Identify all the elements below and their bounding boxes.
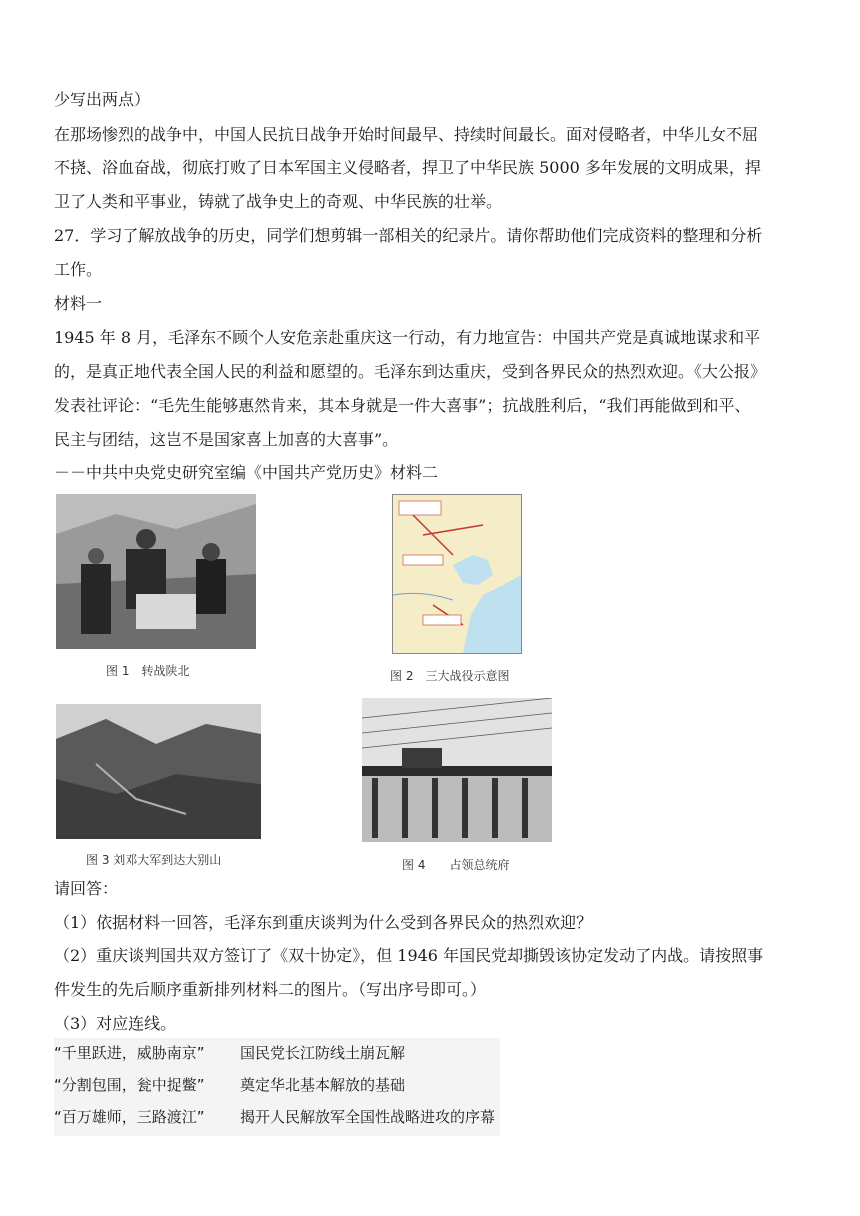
material-one-heading: 材料一: [54, 294, 103, 313]
question-2: （2）重庆谈判国共双方签订了《双十协定》，但 1946 年国民党却撕毁该协定发动了内战。请按照事: [54, 946, 764, 965]
matching-left-item: “百万雄师，三路渡江”: [54, 1108, 205, 1126]
matching-right-item: 奠定华北基本解放的基础: [240, 1076, 406, 1094]
figure-4-caption: 图 4 占领总统府: [402, 858, 510, 872]
matching-table: [54, 1038, 500, 1136]
figure-1-photo: [56, 494, 256, 649]
matching-left-item: “千里跃进，威胁南京”: [54, 1044, 205, 1062]
figure-3-caption: 图 3 刘邓大军到达大别山: [86, 853, 222, 867]
matching-right-item: 揭开人民解放军全国性战略进攻的序幕: [240, 1108, 496, 1126]
matching-row: [54, 1042, 500, 1068]
figure-3-photo: [56, 704, 261, 839]
matching-left-item: “分割包围，瓮中捉鳖”: [54, 1076, 205, 1094]
figure-4-photo: [362, 698, 552, 842]
matching-row: [54, 1074, 500, 1100]
figure-2-map: [392, 494, 522, 654]
material-one-text: 1945 年 8 月，毛泽东不顾个人安危亲赴重庆这一行动，有力地宣告：中国共产党是真诚地谋求和平: [54, 328, 761, 347]
text-line: 在那场惨烈的战争中，中国人民抗日战争开始时间最早、持续时间最长。面对侵略者，中华儿女不屈: [54, 125, 759, 144]
question-3: （3）对应连线。: [54, 1014, 177, 1033]
question-27-line: 27．学习了解放战争的历史，同学们想剪辑一部相关的纪录片。请你帮助他们完成资料的整理和分析: [54, 226, 763, 245]
figure-2-caption: 图 2 三大战役示意图: [390, 669, 510, 683]
text-line: 卫了人类和平事业，铸就了战争史上的奇观、中华民族的壮举。: [54, 192, 503, 211]
matching-right-item: 国民党长江防线土崩瓦解: [240, 1044, 406, 1062]
question-2: 件发生的先后顺序重新排列材料二的图片。（写出序号即可。）: [54, 980, 487, 999]
question-27-line: 工作。: [54, 260, 103, 279]
question-1: （1）依据材料一回答，毛泽东到重庆谈判为什么受到各界民众的热烈欢迎？: [54, 913, 593, 932]
material-one-text: 的，是真正地代表全国人民的利益和愿望的。毛泽东到达重庆，受到各界民众的热烈欢迎。《大公报》: [54, 362, 767, 381]
questions-heading: 请回答：: [54, 879, 119, 898]
text-line: 少写出两点）: [54, 90, 151, 109]
source-citation: －－中共中央党史研究室编《中国共产党历史》材料二: [54, 463, 439, 482]
text-line: 不挠、浴血奋战，彻底打败了日本军国主义侵略者，捍卫了中华民族 5000 多年发展的文明成果，捍: [54, 158, 761, 177]
material-one-text: 发表社评论：“毛先生能够惠然肯来，其本身就是一件大喜事”；抗战胜利后，“我们再能做到和平、: [54, 396, 751, 415]
matching-row: [54, 1106, 500, 1132]
material-one-text: 民主与团结，这岂不是国家喜上加喜的大喜事”。: [54, 430, 399, 449]
figure-1-caption: 图 1 转战陕北: [106, 664, 190, 678]
